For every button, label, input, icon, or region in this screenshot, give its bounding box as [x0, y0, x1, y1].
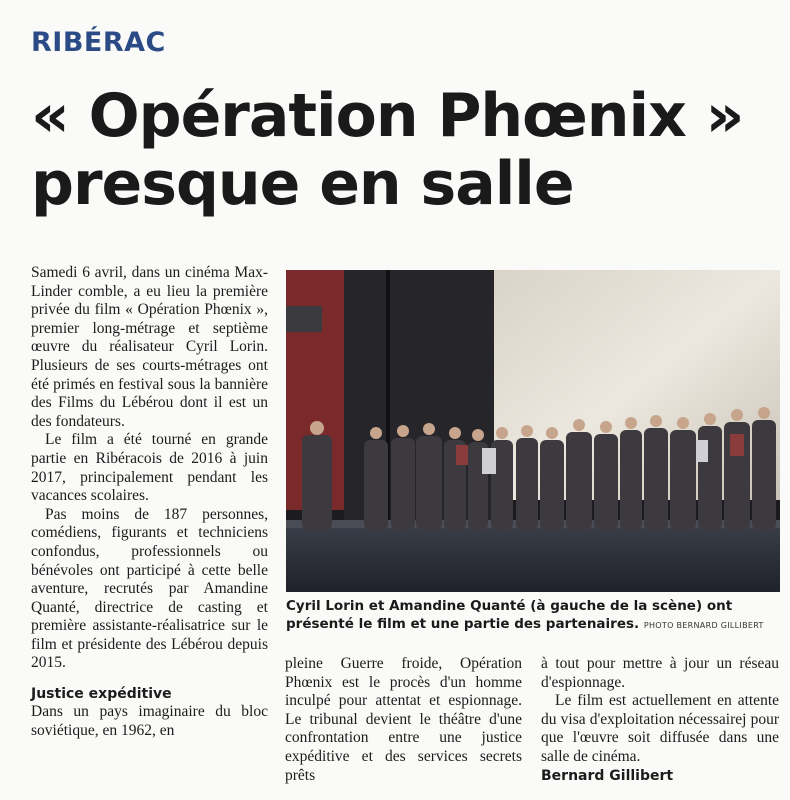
headline-line-1: « Opération Phœnix »: [31, 81, 744, 151]
photo-caption-text: Cyril Lorin et Amandine Quanté (à gauche de la scène) ont présenté le film et une partie des partenaires.: [286, 598, 733, 632]
stage-photo: [286, 270, 780, 592]
article-paragraph: Le film est actuellement en attente du visa d'exploitation nécessairej pour que l'œuvre soit diffusée dans une salle de cinéma.: [541, 692, 779, 765]
photo-credit: PHOTO BERNARD GILLIBERT: [643, 621, 764, 630]
article-subheading: Justice expéditive: [31, 686, 172, 703]
article-paragraph: Samedi 6 avril, dans un cinéma Max-Linder comble, a eu lieu la première privée du film « Opération Phœnix », premier long-métrage et septième œuvre du réalisateur Cyril Lorin. Plusieurs de ses courts-métrages ont été primés en festival sous la bannière des Films du Lébérou dont il est un des fondateurs.: [31, 264, 268, 430]
article-paragraph: Dans un pays imaginaire du bloc soviétique, en 1962, en: [31, 703, 268, 739]
headline: [31, 82, 781, 218]
article-column-1: [31, 264, 268, 740]
headline-line-2: presque en salle: [31, 149, 574, 219]
section-label: RIBÉRAC: [31, 27, 166, 58]
article-column-2: [285, 655, 522, 785]
photo-caption: [286, 597, 780, 635]
article-column-3: [541, 655, 779, 785]
article-paragraph: Le film a été tourné en grande partie en Ribéracois de 2016 à juin 2017, principalement pendant les vacances scolaires.: [31, 431, 268, 505]
article-paragraph: Pas moins de 187 personnes, comédiens, figurants et techniciens confondus, professionnels ou bénévoles ont participé à cette belle aventure, recrutés par Amandine Quanté, directrice de casting et première assistante-réalisatrice sur le film et présidente des Lébérou depuis 2015.: [31, 505, 268, 672]
author-signature: Bernard Gillibert: [541, 767, 674, 784]
article-paragraph: à tout pour mettre à jour un réseau d'espionnage.: [541, 655, 779, 691]
article-paragraph: pleine Guerre froide, Opération Phœnix est le procès d'un homme inculpé pour attentat et espionnage. Le tribunal devient le théâtre d'une confrontation entre une justice expéditive et des services secrets prêts: [285, 655, 522, 784]
